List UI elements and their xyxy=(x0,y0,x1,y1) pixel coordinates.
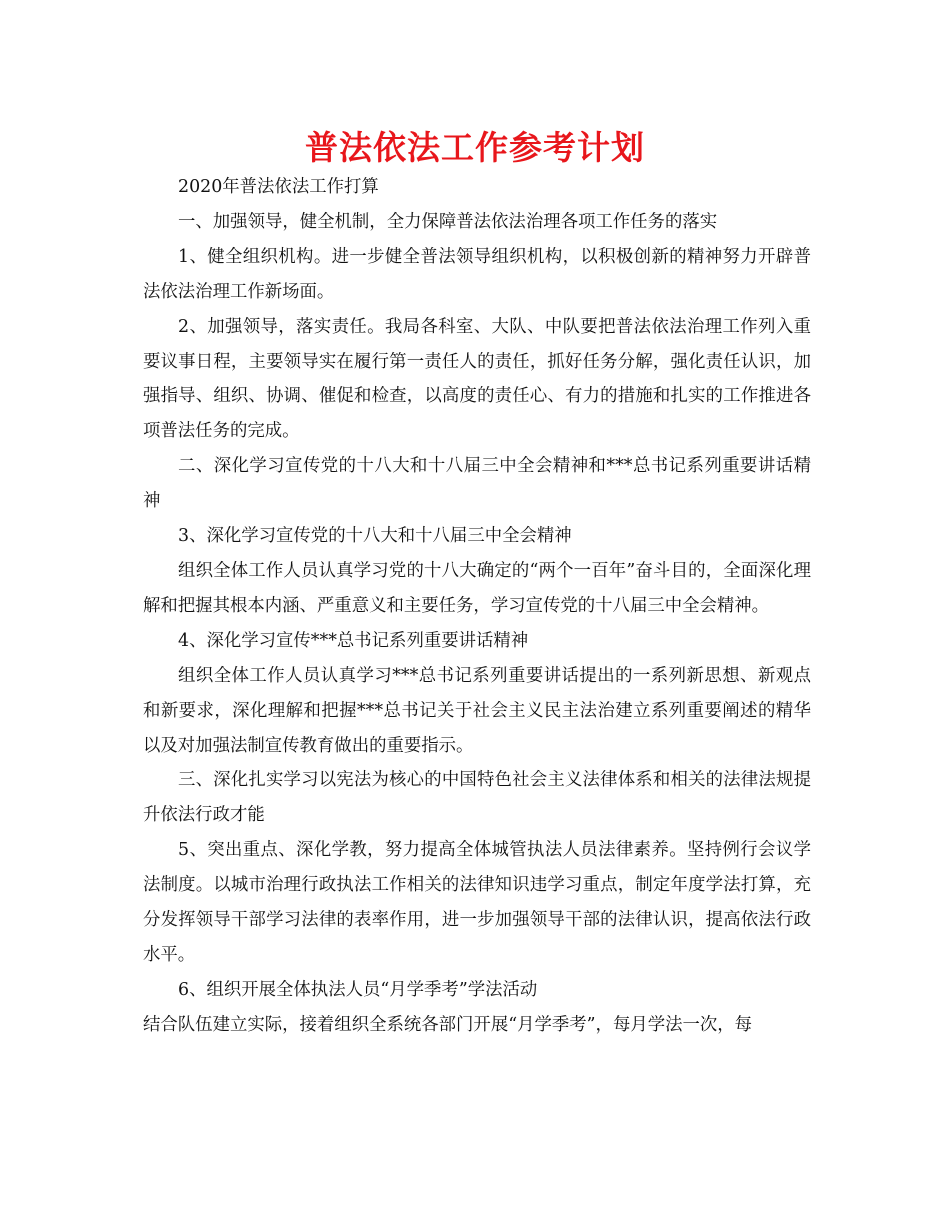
paragraph-item-5: 5、突出重点、深化学教，努力提高全体城管执法人员法律素养。坚持例行会议学法制度。以城市治理行政执法工作相关的法律知识违学习重点，制定年度学法打算，充分发挥领导干部学习法律的表率作用，进一步加强领导干部的法律认识，提高依法行政水平。 xyxy=(143,840,811,965)
paragraph-item-4-body: 组织全体工作人员认真学习***总书记系列重要讲话提出的一系列新思想、新观点和新要求，深化理解和把握***总书记关于社会主义民主法治建立系列重要阐述的精华以及对加强法制宣传教育做出的重要指示。 xyxy=(143,665,811,756)
section-heading-2: 二、深化学习宣传党的十八大和十八届三中全会精神和***总书记系列重要讲话精神 xyxy=(143,456,811,512)
paragraph-item-6: 6、组织开展全体执法人员“月学季考”学法活动 xyxy=(178,979,538,1000)
paragraph-item-3-body: 组织全体工作人员认真学习党的十八大确定的“两个一百年”奋斗目的，全面深化理解和把握其根本内涵、严重意义和主要任务，学习宣传党的十八届三中全会精神。 xyxy=(143,560,811,616)
paragraph-item-1: 1、健全组织机构。进一步健全普法领导组织机构，以积极创新的精神努力开辟普法依法治理工作新场面。 xyxy=(143,246,811,302)
section-heading-1: 一、加强领导，健全机制，全力保障普法依法治理各项工作任务的落实 xyxy=(178,211,718,232)
paragraph-item-3: 3、深化学习宣传党的十八大和十八届三中全会精神 xyxy=(178,526,572,547)
paragraph-item-4: 4、深化学习宣传***总书记系列重要讲话精神 xyxy=(178,630,529,651)
document-body xyxy=(143,170,811,1043)
paragraph-item-2: 2、加强领导，落实责任。我局各科室、大队、中队要把普法依法治理工作列入重要议事日程，主要领导实在履行第一责任人的责任，抓好任务分解，强化责任认识，加强指导、组织、协调、催促和检查，以高度的责任心、有力的措施和扎实的工作推进各项普法任务的完成。 xyxy=(143,316,811,442)
document-title: 普法依法工作参考计划 xyxy=(305,128,645,167)
paragraph-plan-heading: 2020年普法依法工作打算 xyxy=(178,177,379,197)
paragraph-item-6-body: 结合队伍建立实际，接着组织全系统各部门开展“月学季考”，每月学法一次，每 xyxy=(143,1014,753,1035)
section-heading-3: 三、深化扎实学习以宪法为核心的中国特色社会主义法律体系和相关的法律法规提升依法行政才能 xyxy=(143,770,811,826)
